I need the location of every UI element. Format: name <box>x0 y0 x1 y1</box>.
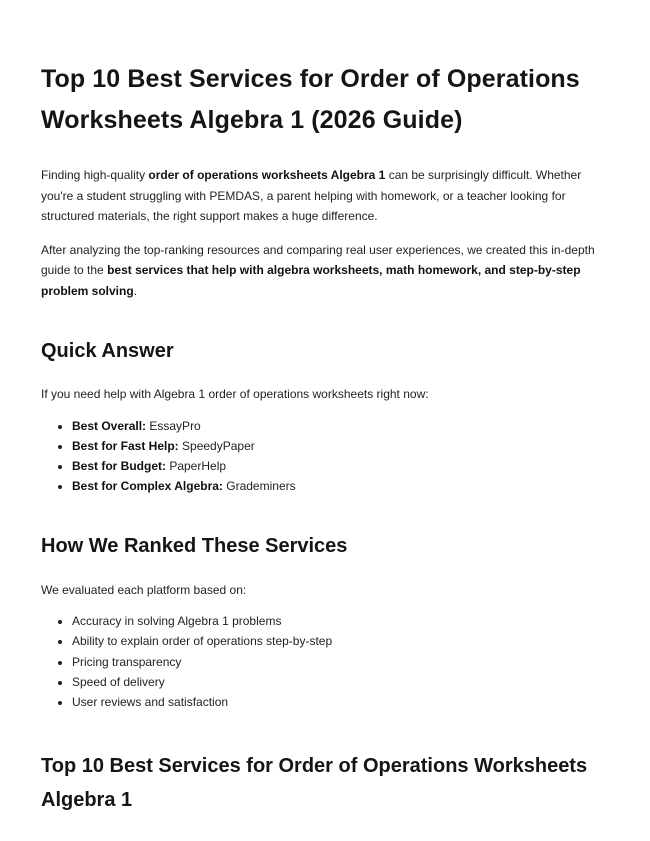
intro-2-text-end: . <box>133 283 138 298</box>
list-item-value: Grademiners <box>222 479 296 494</box>
list-item: • Speed of delivery <box>72 672 610 692</box>
list-item: • User reviews and satisfaction <box>72 692 610 712</box>
intro-1-text-end: can be surprisingly difficult. Whether you're a student struggling with PEMDAS, a parent helping with homework, or a teacher looking for structured materials, the right support makes a huge difference. <box>41 168 582 223</box>
list-item-label: Best for Fast Help: <box>72 438 179 453</box>
list-item-best-complex-algebra <box>72 476 610 496</box>
intro-1-keyword: order of operations worksheets Algebra 1 <box>148 168 386 182</box>
top-10-heading: Top 10 Best Services for Order of Operations Worksheets Algebra 1 <box>41 754 588 811</box>
intro-2-keyword: best services that help with algebra worksheets, math homework, and step-by-step problem solving <box>41 263 581 298</box>
ranking-lead: We evaluated each platform based on: <box>41 582 247 597</box>
page-title: Top 10 Best Services for Order of Operations Worksheets Algebra 1 (2026 Guide) <box>41 65 580 134</box>
list-item-label: Best for Budget: <box>72 459 166 474</box>
intro-2-text-start: After analyzing the top-ranking resources and comparing real user experiences, we created this in-depth guide to the <box>41 242 595 277</box>
ranking-heading: How We Ranked These Services <box>41 534 348 557</box>
ranking-criteria-list <box>41 611 610 712</box>
list-item: • Accuracy in solving Algebra 1 problems <box>72 611 610 631</box>
quick-answer-list <box>41 416 610 497</box>
list-item-value: SpeedyPaper <box>178 438 255 453</box>
list-item-best-overall <box>72 416 610 436</box>
list-item-label: Best for Complex Algebra: <box>72 479 223 494</box>
list-item: • Ability to explain order of operations step-by-step <box>72 631 610 651</box>
list-item-label: Best Overall: <box>72 418 147 433</box>
list-item-best-budget <box>72 456 610 476</box>
list-item-best-fast-help <box>72 436 610 456</box>
intro-paragraph-2 <box>41 240 610 302</box>
intro-1-text-start: Finding high-quality <box>41 168 149 182</box>
list-item: • Pricing transparency <box>72 652 610 672</box>
list-item-value: EssayPro <box>146 418 201 433</box>
quick-answer-lead: If you need help with Algebra 1 order of operations worksheets right now: <box>41 387 429 401</box>
list-item-value: PaperHelp <box>166 459 227 474</box>
intro-paragraph-1 <box>41 165 610 227</box>
quick-answer-heading: Quick Answer <box>41 340 174 362</box>
